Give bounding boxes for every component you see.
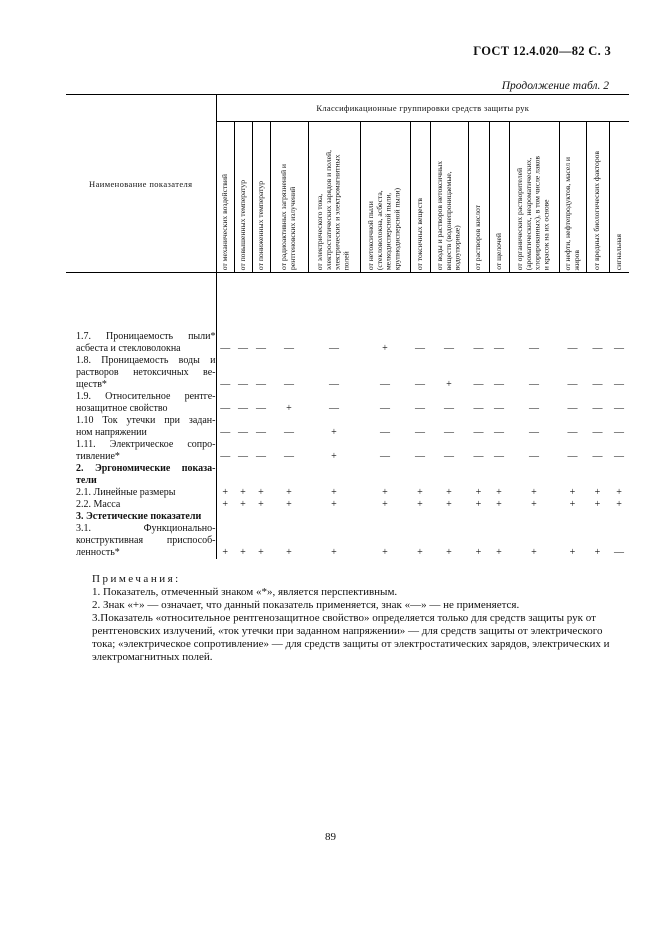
applicability-cell: + [496, 547, 502, 558]
applicability-cell: + [382, 487, 388, 498]
applicability-cell: — [494, 427, 504, 438]
applicability-cell: + [616, 499, 622, 510]
column-header-label: сигнальная [613, 233, 623, 270]
column-header-12 [559, 122, 586, 273]
applicability-cell: — [614, 379, 625, 390]
applicability-cell [609, 463, 629, 487]
applicability-cell [489, 511, 509, 523]
applicability-cell [216, 511, 234, 523]
applicability-cell: — [284, 343, 294, 354]
column-header-label: от нетоксичной пыли (стекловолокна, асбеста, мелкодисперсной пыли, крупнодисперсной пыли) [366, 187, 402, 270]
column-header-13 [586, 122, 609, 273]
column-header-label: от радиоактивных загрязнений и рентгеновских излучений [279, 164, 297, 270]
indicator-name [66, 391, 216, 415]
applicability-cell: + [569, 499, 576, 510]
page-number: 89 [325, 831, 336, 843]
column-header-label: от органических растворителей (ароматических, неароматических, хлорированных), в том числе лаков и красок на их основе [515, 155, 551, 270]
table-row [66, 391, 629, 415]
indicator-name-line: 3.1. Функционально- [76, 523, 216, 534]
applicability-cell: + [496, 499, 502, 510]
indicator-name [66, 487, 216, 499]
column-header-8 [430, 122, 468, 273]
applicability-cell: + [286, 499, 292, 510]
applicability-cell: — [238, 427, 248, 438]
applicability-cell: — [567, 403, 578, 414]
table-row [66, 331, 629, 355]
indicator-name-line: тели [76, 475, 97, 486]
applicability-cell: — [494, 451, 504, 462]
column-header-label: от механических воздействий [219, 173, 229, 270]
applicability-cell: + [286, 547, 292, 558]
applicability-cell: — [614, 547, 625, 558]
column-header-label: от щелочей [493, 233, 503, 270]
indicator-name [66, 523, 216, 559]
applicability-cell: — [380, 379, 390, 390]
applicability-cell: + [240, 487, 246, 498]
applicability-cell: + [331, 451, 337, 462]
applicability-cell: + [286, 487, 292, 498]
indicator-name-line: 2.2. Масса [76, 499, 121, 510]
applicability-cell: + [417, 547, 423, 558]
applicability-cell: — [473, 427, 484, 438]
document-header: ГОСТ 12.4.020—82 С. 3 [473, 44, 611, 58]
applicability-cell: + [531, 487, 537, 498]
applicability-cell: — [567, 451, 578, 462]
applicability-cell: — [592, 403, 603, 414]
column-header-10 [489, 122, 509, 273]
applicability-cell: — [494, 403, 504, 414]
applicability-cell [559, 463, 586, 487]
column-header-label: от токсичных веществ [414, 197, 424, 270]
indicator-name [66, 439, 216, 463]
applicability-cell [430, 463, 468, 487]
column-header-label: от электрического тока, электростатических зарядов и полей, электрических и электромагнитных полей [315, 149, 351, 270]
note-2: 2. Знак «+» — означает, что данный показатель применяется, знак «—» — не применяется. [92, 599, 520, 611]
applicability-cell: — [256, 427, 266, 438]
indicators-table [66, 94, 629, 559]
applicability-cell: — [473, 403, 484, 414]
applicability-cell [360, 511, 410, 523]
applicability-cell: + [331, 499, 337, 510]
applicability-cell: — [494, 379, 504, 390]
applicability-cell: — [529, 379, 539, 390]
applicability-cell: + [331, 427, 337, 438]
indicator-name-line: асбеста и стекловолокна [76, 343, 181, 354]
applicability-cell: — [614, 427, 625, 438]
applicability-cell: + [475, 487, 482, 498]
applicability-cell: — [238, 379, 248, 390]
applicability-cell: — [567, 379, 578, 390]
applicability-cell: + [446, 379, 452, 390]
applicability-cell [270, 463, 308, 487]
applicability-cell: + [594, 499, 601, 510]
column-header-3 [252, 122, 270, 273]
applicability-cell: — [592, 379, 603, 390]
applicability-cell: + [446, 499, 452, 510]
indicator-name-line: 1.8. Проницаемость воды и [76, 355, 216, 366]
applicability-cell: + [240, 547, 246, 558]
column-header-label: от нефти, нефтепродуктов, масел и жиров [562, 156, 581, 270]
table-row [66, 499, 629, 511]
spacer-cell [66, 273, 216, 332]
indicator-name-line: 1.11. Электрическое сопро- [76, 439, 216, 450]
table-row [66, 439, 629, 463]
applicability-cell [360, 463, 410, 487]
applicability-cell: — [380, 451, 390, 462]
indicator-name [66, 499, 216, 511]
applicability-cell: + [258, 487, 264, 498]
applicability-cell: — [415, 379, 425, 390]
applicability-cell: — [238, 343, 248, 354]
table-row [66, 487, 629, 499]
applicability-cell: — [444, 427, 454, 438]
applicability-cell: — [529, 343, 539, 354]
indicator-name-line: конструктивная приспособ- [76, 535, 216, 546]
column-header-4 [270, 122, 308, 273]
applicability-cell [308, 463, 360, 487]
applicability-cell [234, 511, 252, 523]
applicability-cell [270, 511, 308, 523]
indicator-name-line: ленность* [76, 547, 120, 558]
applicability-cell [410, 463, 430, 487]
indicator-name-header: Наименование показателя [66, 95, 216, 273]
applicability-cell [234, 463, 252, 487]
applicability-cell: — [592, 451, 603, 462]
applicability-cell: — [380, 403, 390, 414]
applicability-cell: — [220, 427, 231, 438]
applicability-cell: — [415, 343, 425, 354]
applicability-cell: + [331, 547, 337, 558]
applicability-cell: — [256, 403, 266, 414]
indicator-name-line: 1.7. Проницаемость пыли* [76, 331, 216, 342]
indicator-name-line: ном напряжении [76, 427, 147, 438]
applicability-cell: — [329, 343, 339, 354]
applicability-cell: — [256, 343, 266, 354]
applicability-cell: + [258, 499, 264, 510]
table-row [66, 511, 629, 523]
applicability-cell: — [220, 379, 231, 390]
applicability-cell: + [382, 499, 388, 510]
applicability-cell: + [496, 487, 502, 498]
column-header-label: от растворов кислот [473, 204, 483, 270]
applicability-cell: — [284, 451, 294, 462]
applicability-cell: — [592, 343, 603, 354]
spacer-row [66, 273, 629, 332]
applicability-cell [308, 511, 360, 523]
applicability-cell: + [417, 499, 423, 510]
applicability-cell: + [382, 343, 388, 354]
applicability-cell: — [473, 451, 484, 462]
applicability-cell: — [256, 379, 266, 390]
applicability-cell [252, 511, 270, 523]
indicator-name [66, 355, 216, 391]
indicator-name-line: ществ* [76, 379, 107, 390]
applicability-cell: — [220, 403, 231, 414]
note-3: 3.Показатель «относительное рентгенозащитное свойство» определяется только для средств защиты рук от рентгеновских излучений, «ток утечки при заданном напряжении» — для средств защиты от электрического тока; «электрическое сопротивление» — для средств защиты от электростатических зарядов, электрических и электромагнитных полей. [92, 612, 610, 663]
applicability-cell: — [614, 403, 625, 414]
indicator-name-line: 2. Эргономические показа- [76, 463, 216, 474]
applicability-cell: + [446, 487, 452, 498]
applicability-cell [509, 463, 559, 487]
applicability-cell: — [220, 343, 231, 354]
applicability-cell: — [473, 379, 484, 390]
applicability-cell: — [329, 403, 339, 414]
column-header-11 [509, 122, 559, 273]
applicability-cell: + [569, 487, 576, 498]
applicability-cell: — [415, 403, 425, 414]
column-header-label: от повышенных температур [237, 179, 247, 270]
applicability-cell: — [494, 343, 504, 354]
note-1: 1. Показатель, отмеченный знаком «*», является перспективным. [92, 586, 398, 598]
applicability-cell [509, 511, 559, 523]
column-header-14 [609, 122, 629, 273]
applicability-cell [468, 511, 489, 523]
applicability-cell: + [417, 487, 423, 498]
column-header-label: от пониженных температур [255, 180, 265, 270]
applicability-cell: + [446, 547, 452, 558]
applicability-cell: — [415, 451, 425, 462]
indicator-name-line: тивление* [76, 451, 120, 462]
column-header-2 [234, 122, 252, 273]
indicator-name-line: 3. Эстетические показатели [76, 511, 202, 522]
applicability-cell: — [444, 403, 454, 414]
applicability-cell: — [444, 451, 454, 462]
applicability-cell: — [592, 427, 603, 438]
spacer-cell [216, 273, 629, 332]
applicability-cell [410, 511, 430, 523]
applicability-cell: — [415, 427, 425, 438]
table-row [66, 415, 629, 439]
applicability-cell: — [529, 451, 539, 462]
applicability-cell: + [222, 487, 229, 498]
indicator-name [66, 511, 216, 523]
indicator-name [66, 331, 216, 355]
applicability-cell: + [531, 547, 537, 558]
notes-section [92, 573, 612, 664]
indicator-name [66, 415, 216, 439]
applicability-cell: — [567, 427, 578, 438]
applicability-cell [586, 463, 609, 487]
applicability-cell [468, 463, 489, 487]
applicability-cell: — [614, 451, 625, 462]
applicability-cell: + [616, 487, 622, 498]
indicator-name-line: 2.1. Линейные размеры [76, 487, 176, 498]
applicability-cell: + [258, 547, 264, 558]
applicability-cell: — [220, 451, 231, 462]
column-header-5 [308, 122, 360, 273]
applicability-cell: — [614, 343, 625, 354]
indicator-name-line: нозащитное свойство [76, 403, 168, 414]
applicability-cell: + [594, 487, 601, 498]
applicability-cell: — [238, 451, 248, 462]
column-header-6 [360, 122, 410, 273]
applicability-cell: — [529, 403, 539, 414]
applicability-cell: + [222, 547, 229, 558]
applicability-cell [252, 463, 270, 487]
column-header-9 [468, 122, 489, 273]
classification-group-header: Классификационные группировки средств защиты рук [216, 95, 629, 122]
applicability-cell: + [331, 487, 337, 498]
column-header-label: от воды и растворов нетоксичных веществ (водонепроницаемые, водоупорные) [434, 160, 462, 270]
applicability-cell: — [529, 427, 539, 438]
indicator-name [66, 463, 216, 487]
applicability-cell [559, 511, 586, 523]
applicability-cell [489, 463, 509, 487]
applicability-cell: + [569, 547, 576, 558]
applicability-cell: — [238, 403, 248, 414]
applicability-cell: — [256, 451, 266, 462]
applicability-cell: + [222, 499, 229, 510]
applicability-cell: — [284, 427, 294, 438]
applicability-cell: — [567, 343, 578, 354]
applicability-cell: + [240, 499, 246, 510]
applicability-cell: + [286, 403, 292, 414]
applicability-cell [609, 511, 629, 523]
table-row [66, 523, 629, 559]
applicability-cell: — [473, 343, 484, 354]
applicability-cell: + [475, 547, 482, 558]
applicability-cell: + [594, 547, 601, 558]
indicator-name-line: растворов нетоксичных ве- [76, 367, 216, 378]
table-continuation-label: Продолжение табл. 2 [501, 80, 609, 92]
applicability-cell [216, 463, 234, 487]
column-header-7 [410, 122, 430, 273]
column-header-label: от вредных биологических факторов [592, 151, 602, 270]
table-row [66, 463, 629, 487]
indicator-name-line: 1.9. Относительное рентге- [76, 391, 216, 402]
applicability-cell: + [475, 499, 482, 510]
applicability-cell [430, 511, 468, 523]
table-row [66, 355, 629, 391]
applicability-cell: + [531, 499, 537, 510]
applicability-cell [586, 511, 609, 523]
applicability-cell: — [284, 379, 294, 390]
notes-title: Примечания: [92, 573, 181, 585]
column-header-1 [216, 122, 234, 273]
indicator-name-line: 1.10 Ток утечки при задан- [76, 415, 216, 426]
applicability-cell: + [382, 547, 388, 558]
applicability-cell: — [329, 379, 339, 390]
applicability-cell: — [380, 427, 390, 438]
applicability-cell: — [444, 343, 454, 354]
